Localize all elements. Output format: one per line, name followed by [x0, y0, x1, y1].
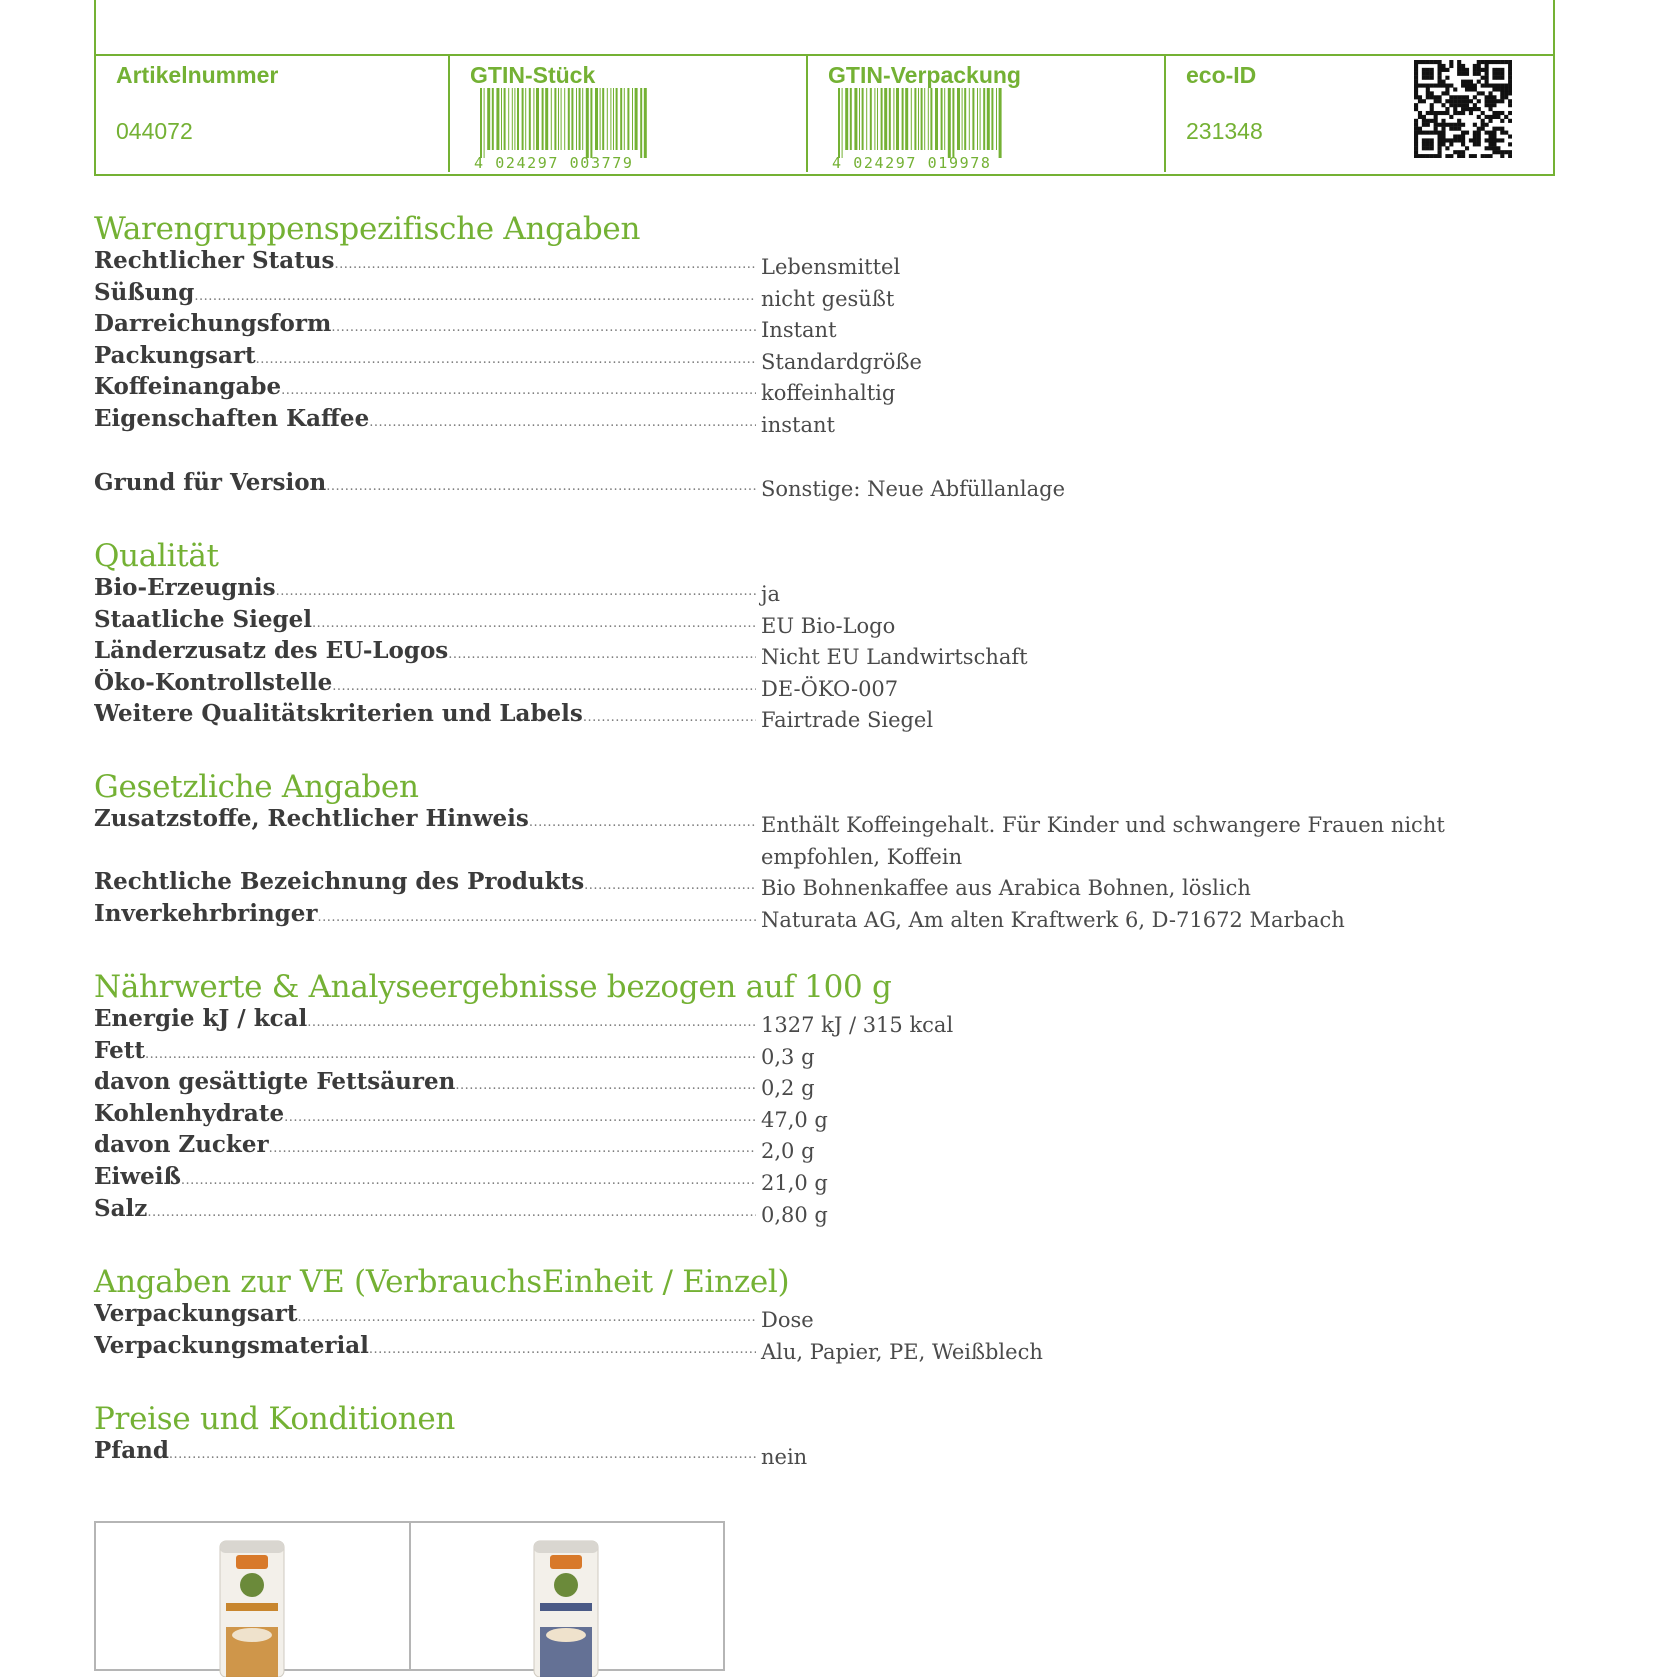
spec-row	[94, 1163, 1494, 1195]
row-value: EU Bio-Logo	[761, 613, 896, 638]
barcode-bar	[501, 88, 502, 150]
barcode-bar	[624, 88, 625, 150]
barcode-bar	[487, 88, 490, 150]
barcode-bar	[571, 88, 573, 150]
barcode-bar	[579, 88, 581, 150]
barcode-bar	[480, 88, 482, 158]
row-label: Rechtlicher Status .....	[94, 247, 756, 279]
barcode-bar	[935, 88, 938, 150]
barcode-bar	[595, 88, 598, 150]
row-label: Weitere Qualitätskriterien und Labels .....	[94, 700, 756, 732]
barcode-bar	[529, 88, 531, 150]
barcode-bar	[911, 88, 912, 150]
spec-row	[94, 606, 1494, 638]
barcode-bar	[576, 88, 577, 150]
barcode-bar	[948, 88, 951, 158]
row-label: Länderzusatz des EU-Logos .....	[94, 637, 756, 669]
barcode-bar	[896, 88, 899, 150]
spec-row	[94, 868, 1494, 900]
row-label: Salz .....	[94, 1195, 756, 1227]
barcode-bar	[590, 88, 592, 158]
barcode-bar	[999, 88, 1002, 158]
spec-row	[94, 1300, 1494, 1332]
barcode-bar	[924, 88, 925, 150]
barcode-bar	[859, 88, 860, 150]
spec-row	[94, 1068, 1494, 1100]
row-label: Eiweiß .....	[94, 1163, 756, 1195]
coffee-can-image[interactable]	[216, 1537, 288, 1677]
section-title: Warengruppenspezifische Angaben	[94, 211, 641, 247]
barcode-bar	[854, 88, 857, 150]
spec-row	[94, 247, 1494, 279]
row-label: davon gesättigte Fettsäuren .....	[94, 1068, 756, 1100]
spec-row	[94, 1037, 1494, 1069]
row-label: Koffeinangabe .....	[94, 373, 756, 405]
row-label: Verpackungsart .....	[94, 1300, 756, 1332]
row-value: DE-ÖKO-007	[761, 676, 899, 701]
row-label: Zusatzstoffe, Rechtlicher Hinweis .....	[94, 805, 756, 837]
row-value: Sonstige: Neue Abfüllanlage	[761, 476, 1066, 501]
barcode-bar	[627, 88, 629, 150]
barcode-bar	[607, 88, 608, 150]
eco-id-value: 231348	[1186, 118, 1263, 144]
barcode-bar	[582, 88, 583, 150]
row-value: nicht gesüßt	[761, 286, 895, 311]
spec-row	[94, 700, 1494, 732]
row-label: Süßung .....	[94, 279, 756, 311]
barcode-bar	[533, 88, 534, 150]
barcode-bar	[568, 88, 570, 150]
barcode-bar	[484, 88, 485, 158]
barcode-bar	[928, 88, 929, 150]
barcode-bar	[635, 88, 638, 150]
barcode-bar	[977, 88, 978, 150]
barcode-bar	[874, 88, 875, 150]
row-value: Lebensmittel	[761, 255, 901, 279]
row-value: 0,80 g	[761, 1202, 828, 1227]
barcode-bar	[889, 88, 891, 150]
gtin-pack-barcode	[832, 88, 1008, 170]
row-label: Staatliche Siegel .....	[94, 606, 756, 638]
barcode-bar	[536, 88, 539, 150]
row-value: Naturata AG, Am alten Kraftwerk 6, D-71672 Marbach	[761, 907, 1345, 932]
barcode-bar	[957, 88, 960, 150]
barcode-bar	[632, 88, 633, 150]
barcode-bar	[613, 88, 614, 150]
section-title: Qualität	[94, 538, 219, 574]
spec-row	[94, 1437, 1494, 1469]
spec-row	[94, 805, 1494, 868]
section-title: Gesetzliche Angaben	[94, 769, 419, 805]
spec-row	[94, 669, 1494, 701]
spec-row	[94, 574, 1494, 606]
barcode-bar	[508, 88, 509, 150]
barcode-bar	[870, 88, 872, 150]
barcode-bar	[525, 88, 526, 150]
spec-row	[94, 1195, 1494, 1227]
section-gesetzlich	[94, 769, 1494, 931]
row-value: 2,0 g	[761, 1139, 815, 1164]
row-label: Bio-Erzeugnis .....	[94, 574, 756, 606]
row-label: Pfand .....	[94, 1437, 756, 1469]
barcode-bar	[496, 88, 499, 150]
row-value: Standardgröße	[761, 349, 922, 374]
section-title: Angaben zur VE (VerbrauchsEinheit / Einzel)	[94, 1264, 790, 1300]
barcode-bar	[921, 88, 923, 150]
row-value: Bio Bohnenkaffee aus Arabica Bohnen, löslich	[761, 876, 1251, 900]
spec-row	[94, 469, 1494, 501]
barcode-bar	[881, 88, 883, 150]
row-label: Fett .....	[94, 1037, 756, 1069]
barcode-bar	[996, 88, 997, 150]
row-label: Eigenschaften Kaffee .....	[94, 405, 756, 437]
spec-row	[94, 1005, 1494, 1037]
gtin-piece-cell	[448, 56, 806, 172]
barcode-bar	[542, 88, 544, 150]
barcode-bar	[930, 88, 932, 150]
barcode-bar	[602, 88, 604, 150]
gtin-pack-label: GTIN-Verpackung	[828, 62, 1021, 88]
barcode-bar	[914, 88, 916, 150]
barcode-bar	[586, 88, 589, 158]
row-label: Öko-Kontrollstelle .....	[94, 669, 756, 701]
barcode-bar	[522, 88, 524, 150]
section-warengruppe	[94, 211, 1494, 500]
section-naehrwerte	[94, 969, 1494, 1226]
barcode-bar	[850, 88, 852, 150]
gtin-pack-digits: 4 024297 019978	[832, 154, 992, 170]
row-value: Instant	[761, 318, 837, 343]
barcode-bar	[969, 88, 970, 150]
article-number-label: Artikelnummer	[116, 62, 279, 88]
barcode-bar	[551, 88, 552, 150]
barcode-bar	[905, 88, 908, 150]
barcode-bar	[545, 88, 548, 150]
barcode-bar	[983, 88, 985, 150]
barcode-bar	[877, 88, 878, 150]
barcode-bar	[561, 88, 562, 150]
row-value: nein	[761, 1445, 808, 1469]
row-value: Fairtrade Siegel	[761, 708, 934, 733]
eco-id-cell	[1164, 56, 1553, 172]
row-value: 21,0 g	[761, 1170, 828, 1195]
barcode-bar	[902, 88, 904, 150]
barcode-bar	[845, 88, 848, 150]
barcode-bar	[616, 88, 618, 150]
row-label: Rechtliche Bezeichnung des Produkts .....	[94, 868, 756, 900]
barcode-bar	[610, 88, 611, 150]
row-value: 0,2 g	[761, 1076, 815, 1101]
barcode-bar	[517, 88, 519, 150]
row-value: 0,3 g	[761, 1044, 815, 1069]
barcode-bar	[980, 88, 981, 150]
barcode-bar	[972, 88, 974, 150]
barcode-bar	[644, 88, 647, 158]
barcode-bar	[866, 88, 867, 150]
barcode-bar	[554, 88, 556, 150]
spec-row	[94, 1131, 1494, 1163]
row-label: Packungsart .....	[94, 342, 756, 374]
section-preise	[94, 1401, 1494, 1469]
spec-row	[94, 1100, 1494, 1132]
barcode-bar	[987, 88, 990, 150]
barcode-bar	[941, 88, 943, 150]
row-value: 47,0 g	[761, 1107, 828, 1132]
row-value: 1327 kJ / 315 kcal	[761, 1013, 954, 1037]
barcode-bar	[514, 88, 515, 150]
spec-row	[94, 637, 1494, 669]
barcode-bar	[512, 88, 513, 150]
barcode-bar	[600, 88, 601, 150]
spec-row	[94, 405, 1494, 437]
row-value: ja	[761, 582, 781, 606]
eco-id-label: eco-ID	[1186, 62, 1257, 88]
barcode-bar	[842, 88, 843, 158]
spec-row	[94, 342, 1494, 374]
row-label: Verpackungsmaterial .....	[94, 1332, 756, 1364]
barcode-bar	[620, 88, 622, 150]
barcode-bar	[952, 88, 954, 158]
row-value: koffeinhaltig	[761, 381, 896, 406]
barcode-bar	[838, 88, 840, 158]
row-value: Nicht EU Landwirtschaft	[761, 645, 1028, 670]
barcode-bar	[964, 88, 966, 150]
spec-row	[94, 373, 1494, 405]
section-title: Nährwerte & Analyseergebnisse bezogen auf 100 g	[94, 969, 892, 1005]
barcode-bar	[492, 88, 494, 150]
row-value: Enthält Koffeingehalt. Für Kinder und schwangere Frauen nicht empfohlen, Koffein	[761, 813, 1445, 869]
article-number-cell	[96, 56, 448, 172]
qr-code-icon	[1414, 60, 1512, 158]
gtin-piece-digits: 4 024297 003779	[474, 154, 634, 170]
row-label: Darreichungsform .....	[94, 310, 756, 342]
barcode-bar	[564, 88, 565, 150]
spec-row	[94, 279, 1494, 311]
spec-row	[94, 900, 1494, 932]
spec-row	[94, 1332, 1494, 1364]
row-value: instant	[761, 412, 835, 437]
row-label: davon Zucker .....	[94, 1131, 756, 1163]
section-ve	[94, 1264, 1494, 1363]
gtin-pack-cell	[806, 56, 1164, 172]
barcode-bar	[640, 88, 642, 158]
section-qualitaet	[94, 538, 1494, 732]
barcode-bar	[862, 88, 864, 150]
barcode-bar	[893, 88, 894, 150]
barcode-bar	[918, 88, 919, 150]
barcode-bar	[944, 88, 945, 150]
gtin-piece-barcode	[474, 88, 650, 170]
barcode-bar	[558, 88, 559, 150]
barcode-bar	[504, 88, 506, 150]
gtin-piece-label: GTIN-Stück	[470, 62, 596, 88]
row-value: Dose	[761, 1308, 814, 1332]
row-label: Inverkehrbringer .....	[94, 900, 756, 932]
row-label: Kohlenhydrate .....	[94, 1100, 756, 1132]
row-value: Alu, Papier, PE, Weißblech	[761, 1339, 1043, 1364]
barcode-bar	[991, 88, 993, 150]
row-label: Grund für Version .....	[94, 469, 756, 501]
product-thumbnails	[94, 1521, 725, 1671]
article-number-value: 044072	[116, 118, 193, 144]
spec-row	[94, 310, 1494, 342]
row-label: Energie kJ / kcal .....	[94, 1005, 756, 1037]
barcode-bar	[962, 88, 963, 150]
barcode-bar	[884, 88, 887, 150]
article-id-box	[94, 0, 1555, 176]
coffee-can-image[interactable]	[530, 1537, 602, 1677]
section-title: Preise und Konditionen	[94, 1401, 456, 1437]
